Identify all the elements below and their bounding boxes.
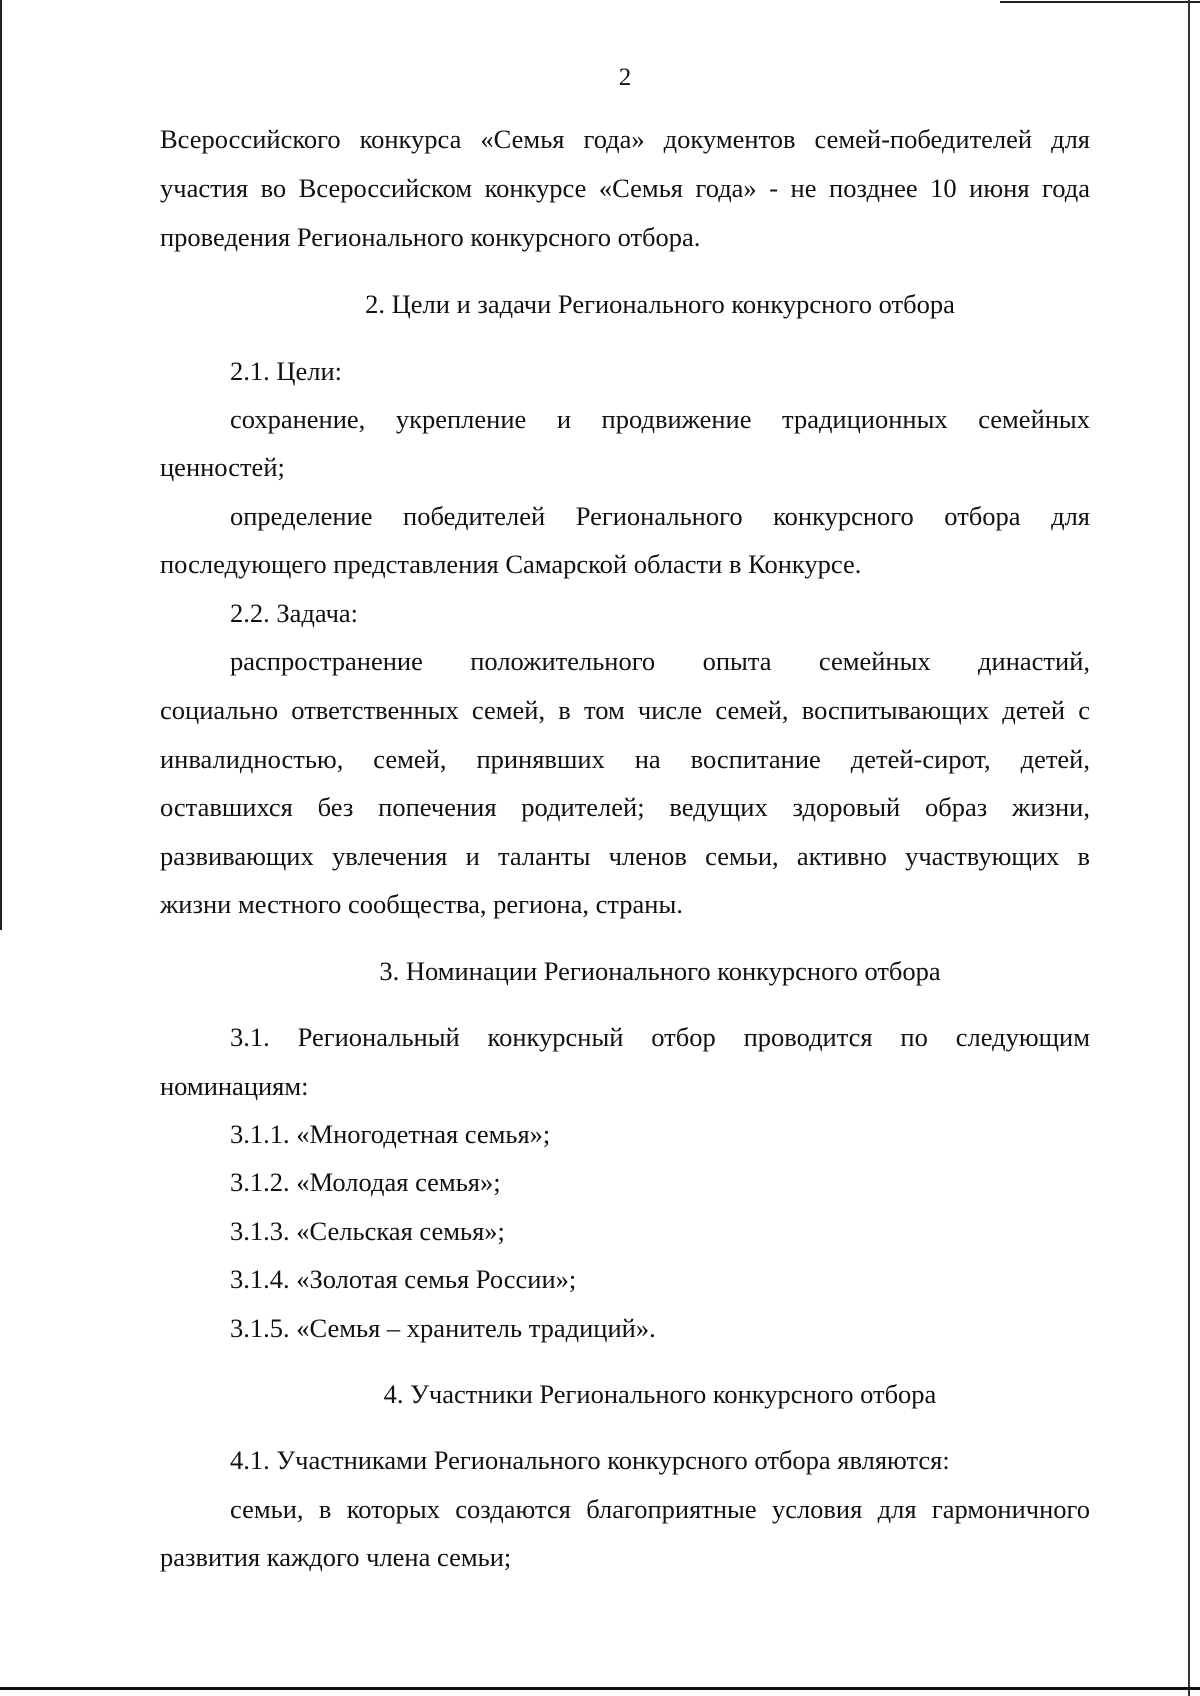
task-line-3: инвалидностью, семей, принявших на воспитание детей-сирот, детей,: [160, 744, 1090, 774]
section-4-heading: 4. Участники Регионального конкурсного отбора: [383, 1379, 937, 1409]
task-line-2: социально ответственных семей, в том числе семей, воспитывающих детей с: [160, 695, 1090, 725]
section-3-heading: 3. Номинации Регионального конкурсного отбора: [379, 956, 941, 986]
scan-edge-left: [0, 0, 2, 930]
intro-line-3: проведения Регионального конкурсного отбора.: [160, 222, 701, 252]
clause-3-1-line-1: 3.1. Региональный конкурсный отбор проводится по следующим: [230, 1022, 1090, 1052]
scan-edge-bottom: [0, 1687, 1200, 1690]
nomination-item: 3.1.5. «Семья – хранитель традиций».: [230, 1313, 656, 1343]
goal-1-line-1: сохранение, укрепление и продвижение традиционных семейных: [230, 404, 1090, 434]
task-line-5: развивающих увлечения и таланты членов семьи, активно участвующих в: [160, 841, 1090, 871]
participants-line-2: развития каждого члена семьи;: [160, 1542, 512, 1572]
task-line-6: жизни местного сообщества, региона, страны.: [160, 889, 683, 919]
clause-3-1-line-2: номинациям:: [160, 1071, 309, 1101]
intro-line-2: участия во Всероссийском конкурсе «Семья года» - не позднее 10 июня года: [160, 173, 1090, 203]
clause-2-1: 2.1. Цели:: [230, 356, 343, 386]
page-number: 2: [618, 64, 632, 91]
section-2-heading: 2. Цели и задачи Регионального конкурсного отбора: [365, 289, 955, 319]
participants-line-1: семьи, в которых создаются благоприятные условия для гармоничного: [230, 1494, 1090, 1524]
task-line-4: оставшихся без попечения родителей; ведущих здоровый образ жизни,: [160, 792, 1090, 822]
nomination-item: 3.1.1. «Многодетная семья»;: [230, 1119, 551, 1149]
intro-line-1: Всероссийского конкурса «Семья года» документов семей-победителей для: [160, 124, 1090, 154]
nomination-item: 3.1.3. «Сельская семья»;: [230, 1216, 505, 1246]
nomination-item: 3.1.4. «Золотая семья России»;: [230, 1264, 577, 1294]
goal-1-line-2: ценностей;: [160, 452, 285, 482]
clause-4-1: 4.1. Участниками Регионального конкурсного отбора являются:: [230, 1445, 950, 1475]
nomination-item: 3.1.2. «Молодая семья»;: [230, 1167, 501, 1197]
goal-2-line-1: определение победителей Регионального конкурсного отбора для: [230, 501, 1090, 531]
scan-edge-right: [1188, 0, 1190, 1696]
scan-edge-top: [1000, 1, 1200, 3]
goal-2-line-2: последующего представления Самарской области в Конкурсе.: [160, 549, 862, 579]
clause-2-2: 2.2. Задача:: [230, 598, 359, 628]
task-line-1: распространение положительного опыта семейных династий,: [230, 646, 1090, 676]
